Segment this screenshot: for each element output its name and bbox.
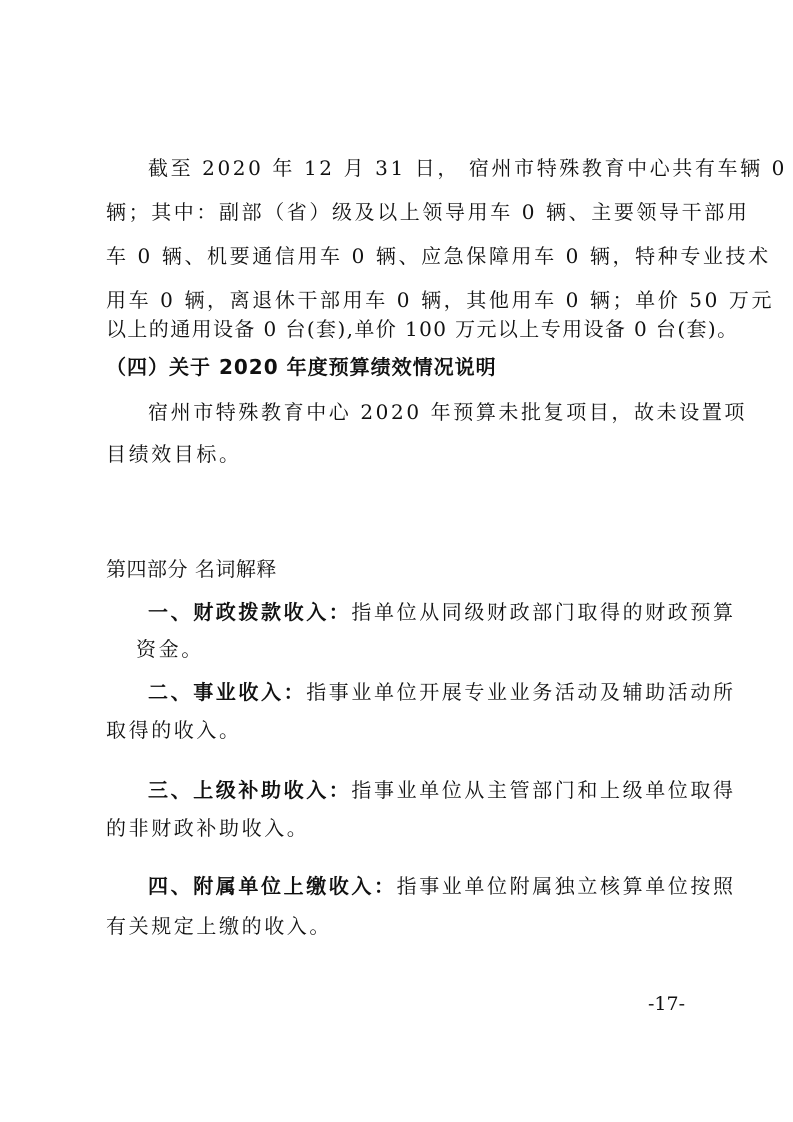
term-3-line-1: [148, 777, 736, 803]
vehicles-line-1: 截至 2020 年 12 月 31 日， 宿州市特殊教育中心共有车辆 0: [148, 156, 787, 180]
term-4-line-2: 有关规定上缴的收入。: [106, 914, 332, 938]
term-2-line-1: [148, 679, 736, 705]
term-2-line-2: 取得的收入。: [106, 718, 242, 742]
term-4-label: 四、附属单位上缴收入：: [148, 874, 397, 898]
vehicles-line-2: 辆；其中：副部（省）级及以上领导用车 0 辆、主要领导干部用: [106, 200, 750, 224]
page-number: -17-: [648, 993, 686, 1015]
vehicles-line-3: 车 0 辆、机要通信用车 0 辆、应急保障用车 0 辆，特种专业技术: [106, 244, 771, 268]
performance-line-2: 目绩效目标。: [106, 442, 242, 466]
performance-heading: （四）关于 2020 年度预算绩效情况说明: [106, 355, 497, 379]
term-1-label: 一、财政拨款收入：: [148, 600, 352, 624]
part4-title: 第四部分 名词解释: [106, 557, 277, 581]
term-4-line-1: [148, 873, 736, 899]
term-4-definition: 指事业单位附属独立核算单位按照: [396, 874, 736, 898]
term-1-line-1: [148, 599, 736, 625]
term-2-label: 二、事业收入：: [148, 680, 307, 704]
term-3-label: 三、上级补助收入：: [148, 778, 352, 802]
term-1-line-2: 资金。: [136, 637, 204, 661]
term-1-definition: 指单位从同级财政部门取得的财政预算: [351, 600, 736, 624]
vehicles-line-5: 以上的通用设备 0 台(套),单价 100 万元以上专用设备 0 台(套)。: [106, 317, 739, 341]
term-3-line-2: 的非财政补助收入。: [106, 816, 310, 840]
term-2-definition: 指事业单位开展专业业务活动及辅助活动所: [306, 680, 736, 704]
term-3-definition: 指事业单位从主管部门和上级单位取得: [351, 778, 736, 802]
performance-line-1: 宿州市特殊教育中心 2020 年预算未批复项目，故未设置项: [148, 400, 748, 424]
vehicles-line-4: 用车 0 辆，离退休干部用车 0 辆，其他用车 0 辆；单价 50 万元: [106, 288, 775, 312]
